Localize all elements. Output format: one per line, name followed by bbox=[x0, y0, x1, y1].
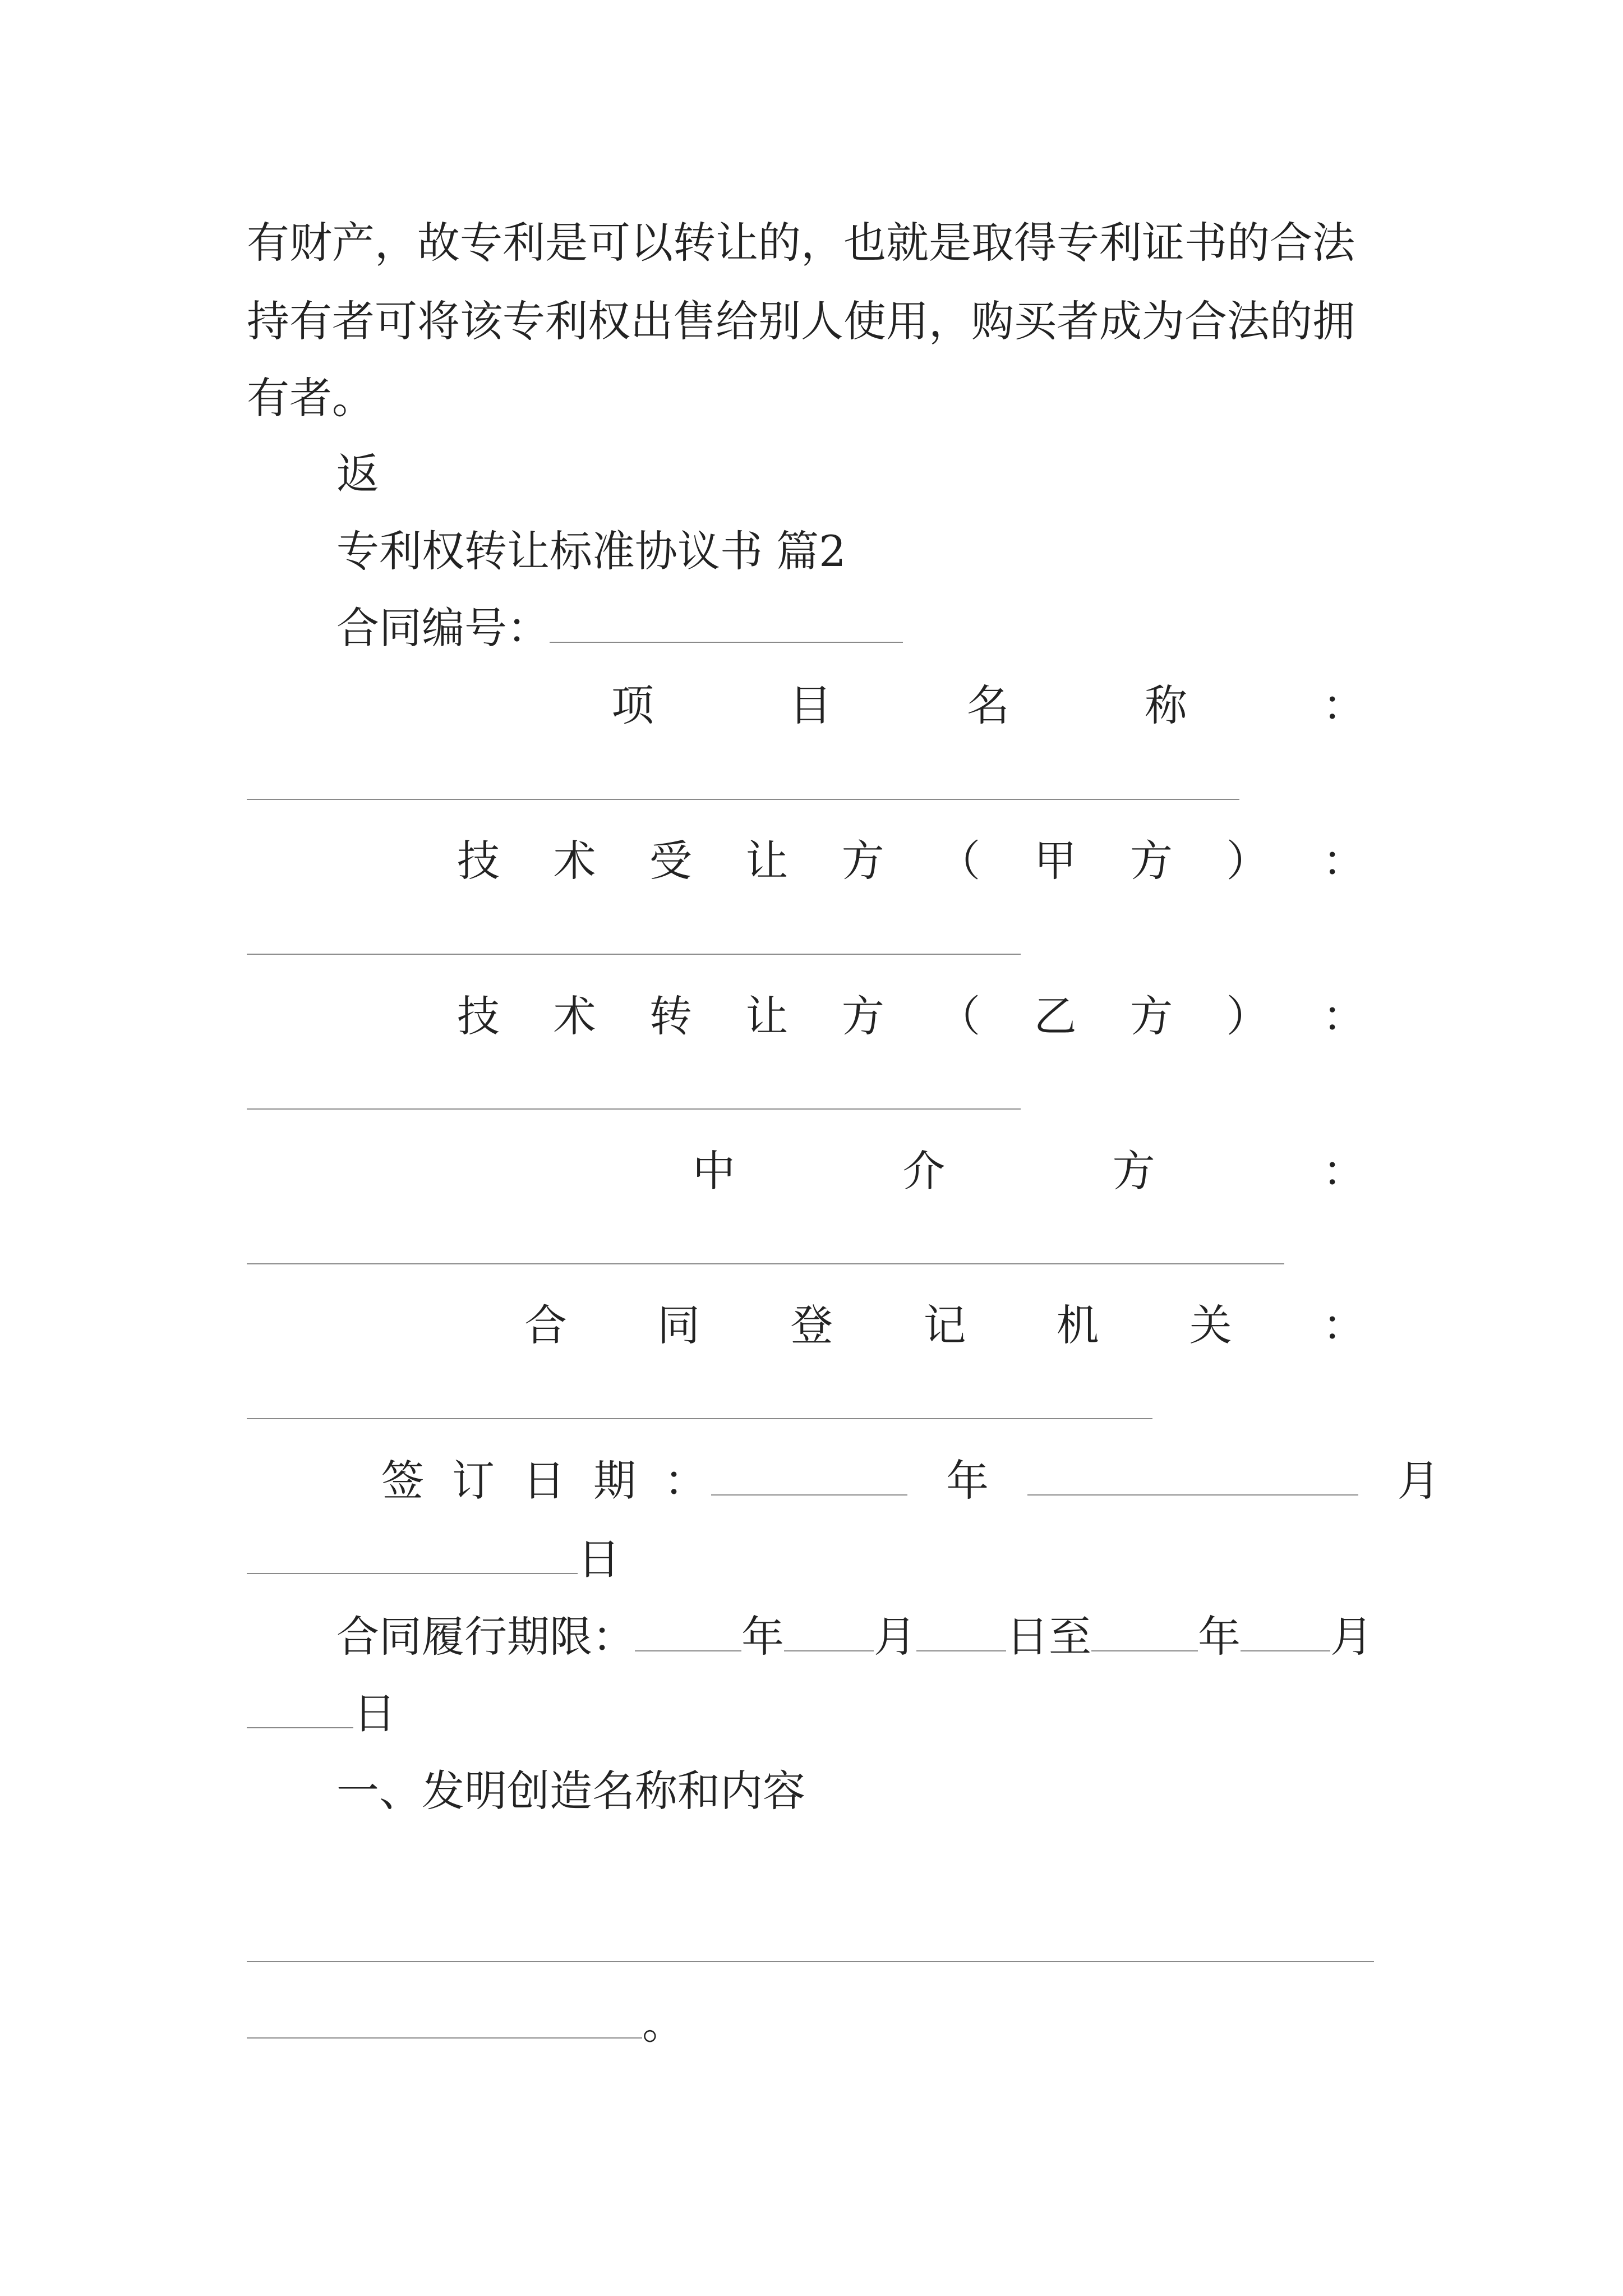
contract-number-label: 合同编号： bbox=[336, 603, 550, 653]
section-title: 专利权转让标准协议书 篇2 bbox=[336, 526, 846, 576]
intermediary-blank bbox=[247, 1263, 1284, 1264]
registration-authority-label bbox=[524, 1300, 1365, 1351]
label-char: 合 bbox=[524, 1300, 567, 1350]
article-1-heading: 一、发明创造名称和内容 bbox=[336, 1766, 805, 1816]
label-char: ： bbox=[1322, 836, 1365, 886]
term-start-day-unit: 日至 bbox=[1006, 1612, 1091, 1662]
label-char: 乙 bbox=[1034, 991, 1077, 1041]
term-end-year-blank bbox=[1091, 1614, 1198, 1651]
term-end-month-unit: 月 bbox=[1330, 1612, 1373, 1662]
signing-day-row bbox=[247, 1534, 620, 1585]
assignor-blank bbox=[247, 1108, 1021, 1110]
term-end-year-unit: 年 bbox=[1198, 1612, 1241, 1662]
label-char: （ bbox=[938, 991, 981, 1041]
label-char: 期 bbox=[593, 1456, 636, 1506]
label-char: 技 bbox=[457, 836, 500, 886]
article-1-content-row-2 bbox=[247, 1999, 685, 2049]
label-char: 甲 bbox=[1034, 836, 1077, 886]
signing-day-blank bbox=[247, 1537, 578, 1574]
label-char: 目 bbox=[789, 680, 832, 730]
contract-number-blank bbox=[550, 606, 903, 643]
term-start-month-unit: 月 bbox=[874, 1612, 916, 1662]
term-end-day-blank bbox=[247, 1691, 353, 1728]
label-char: 让 bbox=[745, 836, 789, 886]
label-char: 同 bbox=[657, 1300, 700, 1350]
intro-line-2: 持有者可将该专利权出售给别人使用，购买者成为合法的拥 bbox=[247, 296, 1355, 346]
label-char: 方 bbox=[841, 836, 884, 886]
label-char: 术 bbox=[553, 991, 596, 1041]
signing-day-unit: 日 bbox=[578, 1534, 620, 1584]
intro-line-3: 有者。 bbox=[247, 373, 375, 423]
signing-date-fields bbox=[711, 1456, 1440, 1506]
assignor-label bbox=[457, 991, 1365, 1042]
label-char: 关 bbox=[1189, 1300, 1232, 1350]
performance-term-label: 合同履行期限： bbox=[336, 1612, 635, 1662]
label-char: 中 bbox=[693, 1146, 735, 1196]
label-char: ） bbox=[1226, 991, 1269, 1041]
article-1-content-blank-2 bbox=[247, 2001, 642, 2039]
signing-month-unit: 月 bbox=[1397, 1456, 1440, 1506]
signing-month-blank bbox=[1027, 1458, 1358, 1496]
label-char: （ bbox=[938, 836, 981, 886]
term-start-year-unit: 年 bbox=[741, 1612, 784, 1662]
label-char: 记 bbox=[923, 1300, 966, 1350]
label-char: ： bbox=[1322, 1300, 1365, 1350]
label-char: ： bbox=[664, 1456, 707, 1506]
label-char: 称 bbox=[1145, 680, 1187, 730]
label-char: 技 bbox=[457, 991, 500, 1041]
label-char: 项 bbox=[611, 680, 654, 730]
label-char: ： bbox=[1322, 1146, 1365, 1196]
label-char: 机 bbox=[1056, 1300, 1099, 1350]
performance-term-row bbox=[336, 1612, 1373, 1662]
label-char: 日 bbox=[523, 1456, 565, 1506]
term-end-day-row bbox=[247, 1688, 396, 1739]
label-char: 介 bbox=[902, 1146, 946, 1196]
term-start-year-blank bbox=[635, 1614, 741, 1651]
label-char: 签 bbox=[381, 1456, 424, 1506]
back-label: 返 bbox=[336, 449, 379, 499]
label-char: ： bbox=[1322, 991, 1365, 1041]
label-char: 方 bbox=[841, 991, 884, 1041]
term-end-day-unit: 日 bbox=[353, 1688, 396, 1738]
term-start-day-blank bbox=[916, 1614, 1006, 1651]
intro-line-1: 有财产，故专利是可以转让的，也就是取得专利证书的合法 bbox=[247, 218, 1355, 268]
label-char: 方 bbox=[1112, 1146, 1155, 1196]
label-char: 订 bbox=[452, 1456, 495, 1506]
label-char: 方 bbox=[1130, 836, 1173, 886]
label-char: 转 bbox=[649, 991, 692, 1041]
label-char: 登 bbox=[790, 1300, 833, 1350]
label-char: 术 bbox=[553, 836, 596, 886]
article-1-content-blank-1 bbox=[247, 1961, 1374, 1962]
term-start-month-blank bbox=[784, 1614, 874, 1651]
signing-date-label bbox=[381, 1456, 707, 1506]
label-char: 名 bbox=[967, 680, 1009, 730]
intermediary-label bbox=[693, 1146, 1365, 1197]
label-char: ） bbox=[1226, 836, 1269, 886]
assignee-label bbox=[457, 836, 1365, 886]
label-char: 受 bbox=[649, 836, 692, 886]
registration-authority-blank bbox=[247, 1418, 1152, 1419]
project-name-blank bbox=[247, 799, 1239, 800]
contract-number-row bbox=[336, 603, 903, 654]
project-name-label bbox=[611, 680, 1365, 731]
signing-year-unit: 年 bbox=[946, 1456, 989, 1506]
signing-year-blank bbox=[711, 1458, 907, 1496]
assignee-blank bbox=[247, 954, 1021, 955]
label-char: ： bbox=[1322, 680, 1365, 730]
term-end-month-blank bbox=[1241, 1614, 1330, 1651]
label-char: 让 bbox=[745, 991, 789, 1041]
label-char: 方 bbox=[1130, 991, 1173, 1041]
article-1-end-mark: 。 bbox=[642, 1999, 685, 2049]
